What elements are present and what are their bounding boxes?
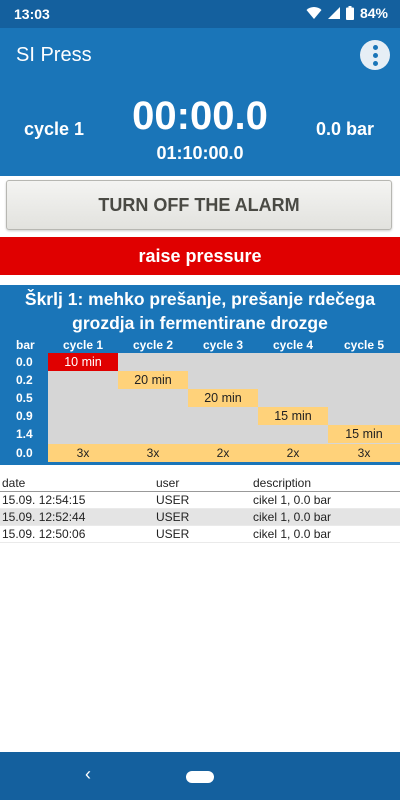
home-pill-icon[interactable] [186,771,214,783]
table-row [0,492,400,509]
program-title-line-1: Škrlj 1: mehko prešanje, prešanje rdečega [24,289,376,309]
timer-panel [0,84,400,176]
log-description: cikel 1, 0.0 bar [253,510,332,524]
pressure-label: 0.9 [16,409,33,423]
turn-off-alarm-button[interactable]: TURN OFF THE ALARM [6,180,392,230]
battery-icon [346,6,354,20]
table-row [0,509,400,526]
more-vert-icon[interactable] [360,40,390,70]
repeat-count: 2x [216,446,230,460]
repeat-count: 3x [357,446,371,460]
app-title: SI Press [16,44,92,66]
back-icon[interactable]: ‹ [85,764,91,784]
cycle-grid [48,353,400,462]
log-header-description: description [253,476,312,490]
navigation-bar [0,752,400,800]
cycle-header-1: cycle 1 [62,338,104,352]
pressure-label: 0.0 [16,355,33,369]
step-cell-cycle-2: 20 min [118,371,188,389]
cycle-header-2: cycle 2 [132,338,174,352]
cycle-header-5: cycle 5 [343,338,385,352]
step-cell-cycle-5: 15 min [328,425,400,443]
cycle-header-3: cycle 3 [202,338,244,352]
log-header-row [0,475,400,492]
log-description: cikel 1, 0.0 bar [253,493,332,507]
log-user: USER [156,527,190,541]
program-panel [0,285,400,465]
app-bar [0,28,400,84]
log-date: 15.09. 12:50:06 [2,527,86,541]
current-pressure: 0.0 bar [315,119,374,139]
pressure-label: 0.5 [16,391,33,405]
log-description: cikel 1, 0.0 bar [253,527,332,541]
step-cell-cycle-4: 15 min [258,407,328,425]
status-bar [0,0,400,28]
event-log-table [0,475,400,543]
step-timer: 00:00.0 [132,94,268,138]
program-title [0,287,400,335]
repeat-count: 3x [146,446,160,460]
status-time: 13:03 [14,6,50,22]
repeat-row [48,444,400,462]
warning-banner: raise pressure [0,237,400,275]
repeat-count: 3x [76,446,90,460]
table-row [0,526,400,543]
cycle-header-4: cycle 4 [272,338,314,352]
current-cycle: cycle 1 [24,119,85,139]
step-cell-cycle-1: 10 min [48,353,118,371]
program-title-line-2: grozdja in fermentirane drozge [72,313,328,333]
pressure-label: 0.2 [16,373,33,387]
wifi-icon [306,6,322,20]
status-icons [306,5,388,21]
bar-column-header: bar [16,338,35,352]
log-user: USER [156,510,190,524]
battery-percent: 84% [359,5,388,21]
log-date: 15.09. 12:54:15 [2,493,86,507]
log-date: 15.09. 12:52:44 [2,510,86,524]
pressure-label: 1.4 [16,427,33,441]
log-header-user: user [156,476,180,490]
pressure-label: 0.0 [16,446,33,460]
log-header-date: date [2,476,26,490]
total-timer: 01:10:00.0 [156,143,244,163]
log-user: USER [156,493,190,507]
signal-icon [328,6,340,20]
repeat-count: 2x [286,446,300,460]
step-cell-cycle-3: 20 min [188,389,258,407]
